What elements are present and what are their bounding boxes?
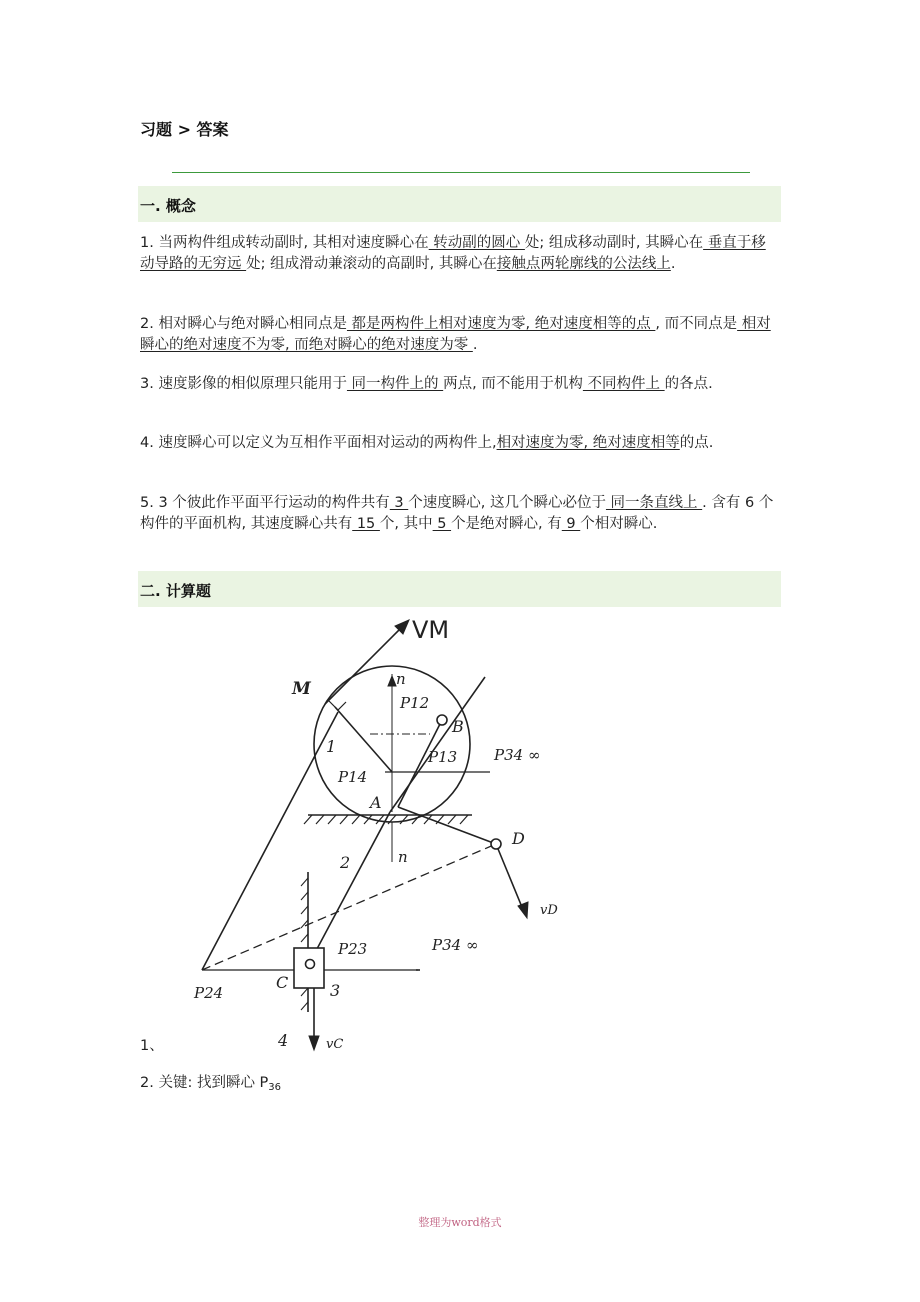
q1-answer-1: 转动副的圆心 <box>428 235 525 251</box>
tangent-vm <box>325 624 405 704</box>
q2-answer-1: 都是两构件上相对速度为零, 绝对速度相等的点 <box>346 316 656 332</box>
q1-answer-3: 接触点两轮廓线的公法线上 <box>496 256 671 272</box>
label-link-2: 2 <box>340 853 351 872</box>
q5-text: 5. 3 个彼此作平面平行运动的构件共有 <box>140 495 390 511</box>
q4-answer-1: 相对速度为零, 绝对速度相等 <box>496 435 680 451</box>
label-vc: vC <box>326 1037 344 1052</box>
q3-text: 的各点. <box>664 376 713 392</box>
q1-text: 处; 组成移动副时, 其瞬心在 <box>524 235 704 251</box>
q3-answer-2: 不同构件上 <box>582 376 665 392</box>
label-m: M <box>292 679 311 699</box>
section-header-calc <box>138 571 781 607</box>
label-p24: P24 <box>194 984 224 1002</box>
question-3 <box>140 374 780 395</box>
q5-answer-2: 同一条直线上 <box>605 495 703 511</box>
q2-text: . <box>472 337 478 353</box>
q5-answer-3: 15 <box>352 516 380 532</box>
q3-answer-1: 同一构件上的 <box>346 376 444 392</box>
label-p23: P23 <box>338 940 368 958</box>
mechanism-diagram <box>180 612 600 1052</box>
q2-text: , 而不同点是 <box>655 316 738 332</box>
label-p34-top: P34 ∞ <box>494 746 541 764</box>
q4-text: 4. 速度瞬心可以定义为互相作平面相对运动的两构件上, <box>140 435 497 451</box>
joint-b <box>437 715 447 725</box>
q1-answer-2: 垂直于移动导路的无穷远 <box>140 235 766 272</box>
label-n-top: n <box>396 670 406 688</box>
vd-arrowhead <box>518 902 528 918</box>
section-title: 一. 概念 <box>140 197 196 215</box>
item-1: 1、 <box>140 1038 164 1054</box>
question-5 <box>140 493 780 535</box>
q3-text: 3. 速度影像的相似原理只能用于 <box>140 376 347 392</box>
q2-text: 2. 相对瞬心与绝对瞬心相同点是 <box>140 316 347 332</box>
label-p12: P12 <box>400 694 430 712</box>
section-title: 二. 计算题 <box>140 582 211 600</box>
label-p14: P14 <box>338 768 368 786</box>
label-a: A <box>370 793 382 812</box>
rail-hatch <box>301 878 308 1010</box>
label-vd: vD <box>540 903 558 918</box>
label-vm: VM <box>412 616 450 644</box>
label-link-1: 1 <box>326 737 337 756</box>
label-n-bottom: n <box>398 848 408 866</box>
footer-note: 整理为word格式 <box>418 1216 502 1229</box>
breadcrumb: 习题 > 答案 <box>140 120 229 139</box>
q4-text: 的点. <box>679 435 714 451</box>
vd-arrow-shaft <box>496 844 524 912</box>
q5-answer-4: 5 <box>432 516 452 532</box>
q1-text: 处; 组成滑动兼滚动的高副时, 其瞬心在 <box>246 256 497 272</box>
item-2-subscript: 36 <box>268 1082 282 1093</box>
q1-text: 1. 当两构件组成转动副时, 其相对速度瞬心在 <box>140 235 429 251</box>
label-b: B <box>452 717 464 736</box>
label-p34-mid: P34 ∞ <box>432 936 479 954</box>
q3-text: 两点, 而不能用于机构 <box>443 376 583 392</box>
section-header-concept <box>138 186 781 222</box>
q1-text: . <box>670 256 676 272</box>
n-arrowhead <box>388 676 396 686</box>
joint-c <box>306 960 315 969</box>
divider <box>172 172 750 173</box>
q5-text: 个, 其中 <box>379 516 433 532</box>
label-link-3: 3 <box>330 981 341 1000</box>
joint-d <box>491 839 501 849</box>
label-d: D <box>512 829 525 848</box>
item-2 <box>140 1073 780 1098</box>
label-c: C <box>276 973 289 992</box>
q5-text: 个相对瞬心. <box>580 516 658 532</box>
line-p24 <box>202 712 338 970</box>
radius-line <box>335 707 392 772</box>
q5-text: 个速度瞬心, 这几个瞬心必位于 <box>408 495 606 511</box>
q2-answer-2: 相对瞬心的绝对速度不为零, 而绝对瞬心的绝对速度为零 <box>140 316 771 353</box>
q5-answer-1: 3 <box>389 495 409 511</box>
q5-text: . 含有 6 个构件的平面机构, 其速度瞬心共有 <box>140 495 774 532</box>
q5-text: 个是绝对瞬心, 有 <box>451 516 562 532</box>
q5-answer-5: 9 <box>561 516 581 532</box>
label-p13: P13 <box>428 748 458 766</box>
question-4 <box>140 433 780 454</box>
link-bd-lower <box>398 807 496 844</box>
question-1 <box>140 233 780 275</box>
label-link-4: 4 <box>278 1031 289 1050</box>
question-2 <box>140 314 780 356</box>
item-2-text: 2. 关键: 找到瞬心 P <box>140 1075 269 1091</box>
